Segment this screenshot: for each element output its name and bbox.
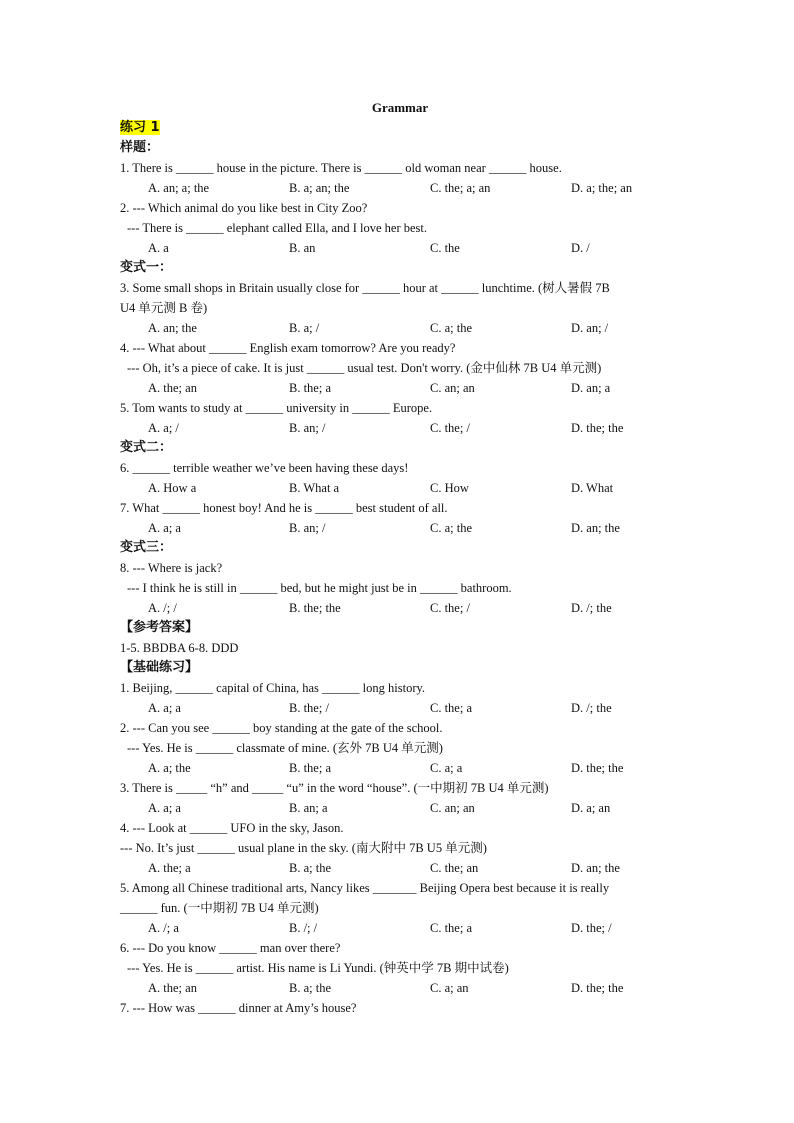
question-3: 3. Some small shops in Britain usually close for ______ hour at ______ lunchtime. (树人暑假 7B: [120, 281, 610, 295]
question-8: 8. --- Where is jack?: [120, 561, 223, 575]
basic-question-5: 5. Among all Chinese traditional arts, Nancy likes _______ Beijing Opera best because it is really: [120, 881, 610, 895]
basic-question-1-options: [120, 698, 680, 718]
basic-practice-heading: 【基础练习】: [120, 660, 199, 675]
option-c: C. a; the: [430, 321, 473, 335]
option-c: C. the; an: [430, 861, 479, 875]
option-c: C. an; an: [430, 801, 475, 815]
option-d: D. a; the; an: [571, 181, 633, 195]
basic-question-3-options: [120, 798, 680, 818]
question-5-options: [120, 418, 680, 438]
option-a: A. /; /: [148, 601, 177, 615]
option-c: C. the; a: [430, 701, 473, 715]
question-3-options: [120, 318, 680, 338]
option-a: A. How a: [148, 481, 197, 495]
question-4-line2: --- Oh, it’s a piece of cake. It is just ______ usual test. Don't worry. (金中仙林 7B U4 单元测): [127, 361, 602, 375]
option-a: A. the; an: [148, 381, 197, 395]
option-c: C. the; /: [430, 421, 470, 435]
option-d: D. an; the: [571, 861, 620, 875]
option-b: B. the; the: [289, 601, 341, 615]
option-c: C. the; /: [430, 601, 470, 615]
question-8-options: [120, 598, 680, 618]
question-5: 5. Tom wants to study at ______ university in ______ Europe.: [120, 401, 433, 415]
option-c: C. a; a: [430, 761, 463, 775]
basic-question-6-options: [120, 978, 680, 998]
question-7: 7. What ______ honest boy! And he is ______ best student of all.: [120, 501, 448, 515]
option-d: D. an; the: [571, 521, 620, 535]
option-d: D. the; the: [571, 761, 624, 775]
question-1: 1. There is ______ house in the picture. There is ______ old woman near ______ house.: [120, 161, 562, 175]
question-4: 4. --- What about ______ English exam tomorrow? Are you ready?: [120, 341, 456, 355]
basic-question-5-line2: ______ fun. (一中期初 7B U4 单元测): [120, 901, 319, 915]
basic-question-7: 7. --- How was ______ dinner at Amy’s house?: [120, 1001, 357, 1015]
question-3-line2: U4 单元测 B 卷): [120, 301, 208, 315]
option-c: C. the: [430, 241, 460, 255]
option-c: C. an; an: [430, 381, 475, 395]
option-b: B. /; /: [289, 921, 318, 935]
option-b: B. the; a: [289, 381, 332, 395]
option-b: B. an; /: [289, 521, 326, 535]
basic-question-3: 3. There is _____ “h” and _____ “u” in the word “house”. (一中期初 7B U4 单元测): [120, 781, 549, 795]
option-a: A. the; a: [148, 861, 191, 875]
option-b: B. a; /: [289, 321, 320, 335]
option-a: A. an; a; the: [148, 181, 210, 195]
option-d: D. the; the: [571, 981, 624, 995]
option-c: C. the; a: [430, 921, 473, 935]
basic-question-6: 6. --- Do you know ______ man over there?: [120, 941, 341, 955]
basic-question-2: 2. --- Can you see ______ boy standing at the gate of the school.: [120, 721, 443, 735]
question-6: 6. ______ terrible weather we’ve been having these days!: [120, 461, 409, 475]
variant-2-heading: 变式二：: [120, 440, 173, 455]
option-b: B. a; an; the: [289, 181, 350, 195]
option-b: B. the; a: [289, 761, 332, 775]
sample-heading: 样题：: [120, 140, 160, 155]
option-a: A. a; a: [148, 521, 181, 535]
option-b: B. the; /: [289, 701, 329, 715]
basic-question-2-options: [120, 758, 680, 778]
option-d: D. an; a: [571, 381, 611, 395]
answer-key: 1-5. BBDBA 6-8. DDD: [120, 641, 239, 655]
option-d: D. an; /: [571, 321, 609, 335]
option-a: A. the; an: [148, 981, 197, 995]
question-7-options: [120, 518, 680, 538]
exercise-heading: [120, 118, 680, 138]
basic-question-2-line2: --- Yes. He is ______ classmate of mine. (玄外 7B U4 单元测): [127, 741, 443, 755]
basic-question-5-options: [120, 918, 680, 938]
option-b: B. an; a: [289, 801, 328, 815]
option-d: D. the; the: [571, 421, 624, 435]
question-6-options: [120, 478, 680, 498]
option-a: A. a: [148, 241, 169, 255]
option-c: C. a; the: [430, 521, 473, 535]
variant-3-heading: 变式三：: [120, 540, 173, 555]
basic-question-6-line2: --- Yes. He is ______ artist. His name is Li Yundi. (钟英中学 7B 期中试卷): [127, 961, 509, 975]
option-d: D. the; /: [571, 921, 612, 935]
option-a: A. a; a: [148, 801, 181, 815]
option-b: B. an: [289, 241, 316, 255]
option-a: A. an; the: [148, 321, 197, 335]
answer-key-heading: 【参考答案】: [120, 620, 199, 635]
basic-question-4: 4. --- Look at ______ UFO in the sky, Jason.: [120, 821, 344, 835]
question-2-line2: --- There is ______ elephant called Ella, and I love her best.: [127, 221, 428, 235]
option-a: A. a; the: [148, 761, 191, 775]
option-b: B. an; /: [289, 421, 326, 435]
exercise-label: 练习 1: [120, 120, 160, 135]
variant-1-heading: 变式一：: [120, 260, 173, 275]
option-c: C. the; a; an: [430, 181, 491, 195]
option-d: D. What: [571, 481, 614, 495]
question-2: 2. --- Which animal do you like best in City Zoo?: [120, 201, 368, 215]
option-b: B. a; the: [289, 861, 332, 875]
question-4-options: [120, 378, 680, 398]
option-c: C. a; an: [430, 981, 469, 995]
basic-question-4-line2: --- No. It’s just ______ usual plane in the sky. (南大附中 7B U5 单元测): [120, 841, 487, 855]
document-page: [120, 98, 680, 1018]
option-d: D. /; the: [571, 701, 612, 715]
basic-question-4-options: [120, 858, 680, 878]
option-a: A. a; a: [148, 701, 181, 715]
page-title: Grammar: [371, 100, 429, 115]
question-8-line2: --- I think he is still in ______ bed, but he might just be in ______ bathroom.: [127, 581, 512, 595]
option-d: D. /: [571, 241, 590, 255]
basic-question-1: 1. Beijing, ______ capital of China, has ______ long history.: [120, 681, 426, 695]
option-b: B. a; the: [289, 981, 332, 995]
question-2-options: [120, 238, 680, 258]
option-a: A. a; /: [148, 421, 179, 435]
option-d: D. /; the: [571, 601, 612, 615]
option-b: B. What a: [289, 481, 340, 495]
question-1-options: [120, 178, 680, 198]
option-a: A. /; a: [148, 921, 179, 935]
option-c: C. How: [430, 481, 469, 495]
option-d: D. a; an: [571, 801, 611, 815]
